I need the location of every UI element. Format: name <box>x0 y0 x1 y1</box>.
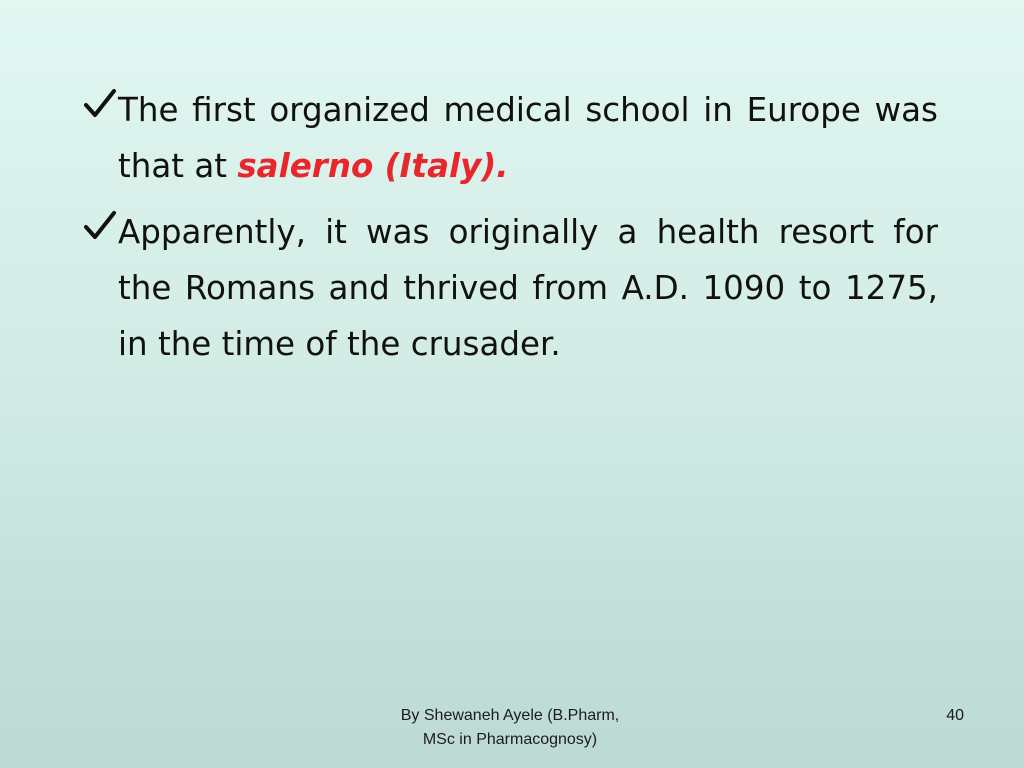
bullet-text <box>118 82 938 194</box>
bullet-text <box>118 204 938 372</box>
location-highlight: salerno (Italy). <box>237 147 509 185</box>
checkmark-icon <box>82 86 118 122</box>
bullet-text-before: Apparently, it was originally a health resort for the Romans and thrived from A.D. 1090 to 1275, in the time of the crusader. <box>118 213 938 363</box>
footer-author-line-1: By Shewaneh Ayele (B.Pharm, <box>400 707 620 724</box>
bullet-item <box>82 204 938 372</box>
footer-author <box>350 704 670 752</box>
checkmark-icon <box>82 208 118 244</box>
slide-number: 40 <box>946 707 964 724</box>
bullet-item <box>82 82 938 194</box>
bullet-list <box>82 82 938 382</box>
bullet-text-before: The first organized medical school in Europe was that at <box>118 91 938 185</box>
footer-author-line-2: MSc in Pharmacognosy) <box>422 731 598 748</box>
